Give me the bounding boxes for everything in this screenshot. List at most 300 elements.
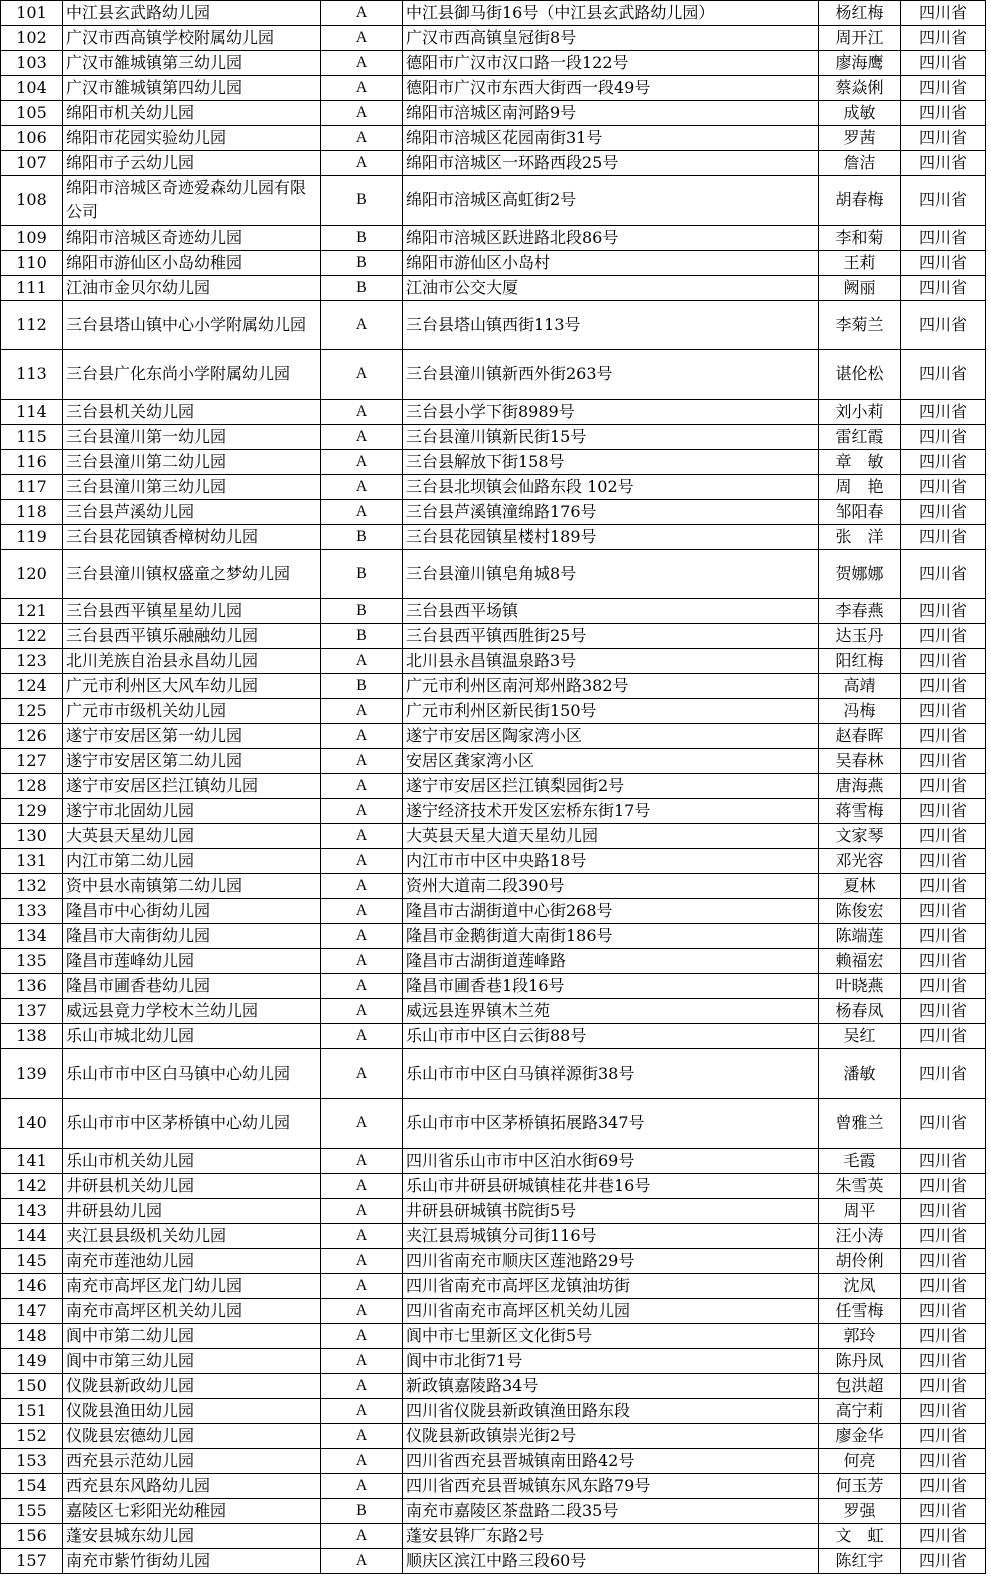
grade-cell: A [321,724,403,749]
grade-cell: A [321,1248,403,1273]
contact-person-cell: 沈凤 [819,1273,901,1298]
table-row [1,275,986,300]
address-cell: 乐山市市中区白马镇祥源街38号 [403,1049,819,1099]
table-row [1,176,986,226]
kindergarten-name-cell: 中江县玄武路幼儿园 [63,1,321,26]
row-number-cell: 122 [1,624,63,649]
contact-person-cell: 何亮 [819,1448,901,1473]
contact-person-cell: 陈俊宏 [819,899,901,924]
province-cell: 四川省 [901,176,986,226]
province-cell: 四川省 [901,999,986,1024]
table-row [1,749,986,774]
table-row [1,624,986,649]
address-cell: 仪陇县新政镇崇光街2号 [403,1423,819,1448]
grade-cell: B [321,250,403,275]
address-cell: 四川省南充市高坪区机关幼儿园 [403,1298,819,1323]
table-row [1,999,986,1024]
row-number-cell: 102 [1,26,63,51]
grade-cell: A [321,924,403,949]
province-cell: 四川省 [901,599,986,624]
province-cell: 四川省 [901,1148,986,1173]
province-cell: 四川省 [901,1448,986,1473]
kindergarten-name-cell: 西充县东风路幼儿园 [63,1473,321,1498]
province-cell: 四川省 [901,399,986,424]
address-cell: 德阳市广汉市东西大街西一段49号 [403,76,819,101]
contact-person-cell: 贺娜娜 [819,549,901,599]
contact-person-cell: 高靖 [819,674,901,699]
province-cell: 四川省 [901,1024,986,1049]
contact-person-cell: 吴红 [819,1024,901,1049]
kindergarten-name-cell: 嘉陵区七彩阳光幼稚园 [63,1498,321,1523]
row-number-cell: 151 [1,1398,63,1423]
grade-cell: A [321,1548,403,1573]
kindergarten-name-cell: 夹江县县级机关幼儿园 [63,1223,321,1248]
province-cell: 四川省 [901,300,986,350]
table-row [1,974,986,999]
address-cell: 阆中市七里新区文化街5号 [403,1323,819,1348]
contact-person-cell: 章 敏 [819,449,901,474]
grade-cell: A [321,1323,403,1348]
province-cell: 四川省 [901,624,986,649]
contact-person-cell: 周平 [819,1198,901,1223]
row-number-cell: 121 [1,599,63,624]
address-cell: 大英县天星大道天星幼儿园 [403,824,819,849]
row-number-cell: 125 [1,699,63,724]
contact-person-cell: 何玉芳 [819,1473,901,1498]
contact-person-cell: 夏林 [819,874,901,899]
row-number-cell: 107 [1,151,63,176]
contact-person-cell: 赵春晖 [819,724,901,749]
grade-cell: A [321,999,403,1024]
row-number-cell: 150 [1,1373,63,1398]
row-number-cell: 105 [1,101,63,126]
province-cell: 四川省 [901,874,986,899]
province-cell: 四川省 [901,424,986,449]
table-row [1,300,986,350]
grade-cell: A [321,974,403,999]
province-cell: 四川省 [901,1198,986,1223]
contact-person-cell: 叶晓燕 [819,974,901,999]
province-cell: 四川省 [901,1173,986,1198]
row-number-cell: 145 [1,1248,63,1273]
kindergarten-name-cell: 广元市市级机关幼儿园 [63,699,321,724]
table-row [1,350,986,400]
grade-cell: A [321,1473,403,1498]
grade-cell: A [321,300,403,350]
province-cell: 四川省 [901,449,986,474]
kindergarten-name-cell: 内江市第二幼儿园 [63,849,321,874]
table-row [1,101,986,126]
row-number-cell: 156 [1,1523,63,1548]
kindergarten-name-cell: 隆昌市中心街幼儿园 [63,899,321,924]
province-cell: 四川省 [901,799,986,824]
table-row [1,874,986,899]
province-cell: 四川省 [901,499,986,524]
address-cell: 阆中市北街71号 [403,1348,819,1373]
address-cell: 四川省西充县晋城镇东风东路79号 [403,1473,819,1498]
province-cell: 四川省 [901,1348,986,1373]
grade-cell: A [321,849,403,874]
row-number-cell: 152 [1,1423,63,1448]
contact-person-cell: 任雪梅 [819,1298,901,1323]
table-row [1,1298,986,1323]
province-cell: 四川省 [901,1523,986,1548]
table-row [1,1473,986,1498]
grade-cell: B [321,225,403,250]
table-row [1,26,986,51]
kindergarten-name-cell: 资中县水南镇第二幼儿园 [63,874,321,899]
address-cell: 三台县北坝镇会仙路东段 102号 [403,474,819,499]
province-cell: 四川省 [901,724,986,749]
table-row [1,499,986,524]
kindergarten-name-cell: 三台县潼川第一幼儿园 [63,424,321,449]
province-cell: 四川省 [901,51,986,76]
row-number-cell: 149 [1,1348,63,1373]
row-number-cell: 132 [1,874,63,899]
table-body [1,1,986,1574]
row-number-cell: 128 [1,774,63,799]
province-cell: 四川省 [901,649,986,674]
kindergarten-name-cell: 阆中市第三幼儿园 [63,1348,321,1373]
address-cell: 乐山市市中区白云街88号 [403,1024,819,1049]
address-cell: 绵阳市涪城区高虹街2号 [403,176,819,226]
row-number-cell: 155 [1,1498,63,1523]
kindergarten-name-cell: 三台县潼川第二幼儿园 [63,449,321,474]
grade-cell: A [321,749,403,774]
province-cell: 四川省 [901,1548,986,1573]
row-number-cell: 116 [1,449,63,474]
province-cell: 四川省 [901,1498,986,1523]
table-row [1,1348,986,1373]
contact-person-cell: 冯梅 [819,699,901,724]
province-cell: 四川省 [901,774,986,799]
grade-cell: B [321,624,403,649]
kindergarten-name-cell: 绵阳市涪城区奇迹幼儿园 [63,225,321,250]
contact-person-cell: 曾雅兰 [819,1098,901,1148]
row-number-cell: 127 [1,749,63,774]
contact-person-cell: 雷红霞 [819,424,901,449]
grade-cell: B [321,1498,403,1523]
row-number-cell: 130 [1,824,63,849]
province-cell: 四川省 [901,1,986,26]
address-cell: 三台县花园镇星楼村189号 [403,524,819,549]
contact-person-cell: 胡伶俐 [819,1248,901,1273]
table-row [1,1223,986,1248]
table-row [1,674,986,699]
table-row [1,1273,986,1298]
province-cell: 四川省 [901,126,986,151]
address-cell: 广元市利州区南河郑州路382号 [403,674,819,699]
province-cell: 四川省 [901,1373,986,1398]
row-number-cell: 124 [1,674,63,699]
row-number-cell: 109 [1,225,63,250]
table-row [1,449,986,474]
address-cell: 四川省南充市顺庆区莲池路29号 [403,1248,819,1273]
address-cell: 隆昌市圃香巷1段16号 [403,974,819,999]
address-cell: 井研县研城镇书院街5号 [403,1198,819,1223]
table-row [1,549,986,599]
row-number-cell: 114 [1,399,63,424]
contact-person-cell: 杨红梅 [819,1,901,26]
province-cell: 四川省 [901,1049,986,1099]
grade-cell: A [321,899,403,924]
contact-person-cell: 高宁莉 [819,1398,901,1423]
address-cell: 德阳市广汉市汉口路一段122号 [403,51,819,76]
kindergarten-name-cell: 三台县芦溪幼儿园 [63,499,321,524]
grade-cell: A [321,774,403,799]
address-cell: 三台县小学下街8989号 [403,399,819,424]
kindergarten-name-cell: 南充市高坪区机关幼儿园 [63,1298,321,1323]
kindergarten-name-cell: 隆昌市大南街幼儿园 [63,924,321,949]
kindergarten-name-cell: 威远县竟力学校木兰幼儿园 [63,999,321,1024]
kindergarten-name-cell: 大英县天星幼儿园 [63,824,321,849]
kindergarten-name-cell: 蓬安县城东幼儿园 [63,1523,321,1548]
table-row [1,1173,986,1198]
row-number-cell: 133 [1,899,63,924]
address-cell: 绵阳市涪城区一环路西段25号 [403,151,819,176]
province-cell: 四川省 [901,699,986,724]
table-row [1,1398,986,1423]
contact-person-cell: 成敏 [819,101,901,126]
contact-person-cell: 潘敏 [819,1049,901,1099]
contact-person-cell: 杨春凤 [819,999,901,1024]
grade-cell: A [321,1049,403,1099]
contact-person-cell: 包洪超 [819,1373,901,1398]
grade-cell: A [321,649,403,674]
grade-cell: B [321,549,403,599]
grade-cell: A [321,424,403,449]
contact-person-cell: 汪小涛 [819,1223,901,1248]
row-number-cell: 137 [1,999,63,1024]
address-cell: 广汉市西高镇皇冠街8号 [403,26,819,51]
address-cell: 三台县潼川镇新民街15号 [403,424,819,449]
table-row [1,474,986,499]
grade-cell: A [321,51,403,76]
row-number-cell: 126 [1,724,63,749]
row-number-cell: 111 [1,275,63,300]
contact-person-cell: 文 虹 [819,1523,901,1548]
province-cell: 四川省 [901,76,986,101]
address-cell: 四川省乐山市市中区泊水街69号 [403,1148,819,1173]
table-row [1,1373,986,1398]
kindergarten-name-cell: 乐山市城北幼儿园 [63,1024,321,1049]
grade-cell: A [321,151,403,176]
contact-person-cell: 唐海燕 [819,774,901,799]
row-number-cell: 146 [1,1273,63,1298]
province-cell: 四川省 [901,1323,986,1348]
grade-cell: A [321,1198,403,1223]
grade-cell: A [321,101,403,126]
row-number-cell: 110 [1,250,63,275]
contact-person-cell: 达玉丹 [819,624,901,649]
contact-person-cell: 文家琴 [819,824,901,849]
grade-cell: A [321,26,403,51]
table-row [1,399,986,424]
address-cell: 北川县永昌镇温泉路3号 [403,649,819,674]
table-row [1,250,986,275]
kindergarten-name-cell: 遂宁市安居区拦江镇幼儿园 [63,774,321,799]
address-cell: 安居区龚家湾小区 [403,749,819,774]
address-cell: 威远县连界镇木兰苑 [403,999,819,1024]
grade-cell: A [321,1423,403,1448]
row-number-cell: 147 [1,1298,63,1323]
address-cell: 乐山市井研县研城镇桂花井巷16号 [403,1173,819,1198]
row-number-cell: 101 [1,1,63,26]
address-cell: 南充市嘉陵区茶盘路二段35号 [403,1498,819,1523]
row-number-cell: 112 [1,300,63,350]
province-cell: 四川省 [901,474,986,499]
address-cell: 三台县解放下街158号 [403,449,819,474]
table-row [1,724,986,749]
province-cell: 四川省 [901,849,986,874]
province-cell: 四川省 [901,350,986,400]
contact-person-cell: 王莉 [819,250,901,275]
table-row [1,1523,986,1548]
table-row [1,899,986,924]
kindergarten-name-cell: 绵阳市游仙区小岛幼稚园 [63,250,321,275]
table-row [1,524,986,549]
row-number-cell: 104 [1,76,63,101]
address-cell: 四川省西充县晋城镇南田路42号 [403,1448,819,1473]
kindergarten-name-cell: 绵阳市涪城区奇迹爱森幼儿园有限公司 [63,176,321,226]
grade-cell: A [321,474,403,499]
row-number-cell: 103 [1,51,63,76]
province-cell: 四川省 [901,824,986,849]
table-row [1,151,986,176]
contact-person-cell: 周开江 [819,26,901,51]
grade-cell: A [321,449,403,474]
grade-cell: A [321,1,403,26]
grade-cell: A [321,949,403,974]
row-number-cell: 115 [1,424,63,449]
province-cell: 四川省 [901,949,986,974]
row-number-cell: 138 [1,1024,63,1049]
contact-person-cell: 阙丽 [819,275,901,300]
contact-person-cell: 邓光容 [819,849,901,874]
contact-person-cell: 罗茜 [819,126,901,151]
contact-person-cell: 蔡焱俐 [819,76,901,101]
contact-person-cell: 罗强 [819,1498,901,1523]
table-row [1,1448,986,1473]
table-row [1,599,986,624]
kindergarten-name-cell: 隆昌市莲峰幼儿园 [63,949,321,974]
kindergarten-name-cell: 广汉市西高镇学校附属幼儿园 [63,26,321,51]
row-number-cell: 135 [1,949,63,974]
kindergarten-name-cell: 三台县广化东尚小学附属幼儿园 [63,350,321,400]
address-cell: 蓬安县铧厂东路2号 [403,1523,819,1548]
address-cell: 三台县西平镇西胜街25号 [403,624,819,649]
province-cell: 四川省 [901,1223,986,1248]
row-number-cell: 142 [1,1173,63,1198]
row-number-cell: 139 [1,1049,63,1099]
row-number-cell: 119 [1,524,63,549]
grade-cell: A [321,1098,403,1148]
grade-cell: B [321,176,403,226]
province-cell: 四川省 [901,549,986,599]
row-number-cell: 144 [1,1223,63,1248]
table-row [1,1323,986,1348]
kindergarten-name-cell: 广元市利州区大风车幼儿园 [63,674,321,699]
address-cell: 四川省仪陇县新政镇渔田路东段 [403,1398,819,1423]
province-cell: 四川省 [901,974,986,999]
row-number-cell: 117 [1,474,63,499]
province-cell: 四川省 [901,674,986,699]
kindergarten-name-cell: 隆昌市圃香巷幼儿园 [63,974,321,999]
address-cell: 隆昌市金鹅街道大南街186号 [403,924,819,949]
grade-cell: A [321,350,403,400]
kindergarten-name-cell: 三台县机关幼儿园 [63,399,321,424]
table-row [1,1148,986,1173]
kindergarten-name-cell: 乐山市市中区茅桥镇中心幼儿园 [63,1098,321,1148]
province-cell: 四川省 [901,26,986,51]
kindergarten-name-cell: 广汉市雒城镇第三幼儿园 [63,51,321,76]
contact-person-cell: 刘小莉 [819,399,901,424]
kindergarten-name-cell: 三台县西平镇星星幼儿园 [63,599,321,624]
contact-person-cell: 吴春林 [819,749,901,774]
province-cell: 四川省 [901,1248,986,1273]
province-cell: 四川省 [901,1398,986,1423]
grade-cell: A [321,1448,403,1473]
contact-person-cell: 郭玲 [819,1323,901,1348]
address-cell: 绵阳市涪城区南河路9号 [403,101,819,126]
address-cell: 绵阳市游仙区小岛村 [403,250,819,275]
row-number-cell: 113 [1,350,63,400]
kindergarten-name-cell: 遂宁市安居区第一幼儿园 [63,724,321,749]
row-number-cell: 153 [1,1448,63,1473]
row-number-cell: 141 [1,1148,63,1173]
row-number-cell: 157 [1,1548,63,1573]
row-number-cell: 134 [1,924,63,949]
province-cell: 四川省 [901,924,986,949]
address-cell: 夹江县焉城镇分司街116号 [403,1223,819,1248]
grade-cell: A [321,1373,403,1398]
province-cell: 四川省 [901,250,986,275]
contact-person-cell: 李春燕 [819,599,901,624]
kindergarten-name-cell: 南充市高坪区龙门幼儿园 [63,1273,321,1298]
address-cell: 内江市市中区中央路18号 [403,849,819,874]
kindergarten-name-cell: 井研县幼儿园 [63,1198,321,1223]
address-cell: 顺庆区滨江中路三段60号 [403,1548,819,1573]
province-cell: 四川省 [901,1098,986,1148]
table-row [1,1049,986,1099]
kindergarten-name-cell: 遂宁市北固幼儿园 [63,799,321,824]
table-row [1,1423,986,1448]
contact-person-cell: 胡春梅 [819,176,901,226]
contact-person-cell: 廖金华 [819,1423,901,1448]
kindergarten-name-cell: 井研县机关幼儿园 [63,1173,321,1198]
row-number-cell: 140 [1,1098,63,1148]
table-row [1,774,986,799]
address-cell: 新政镇嘉陵路34号 [403,1373,819,1398]
contact-person-cell: 李菊兰 [819,300,901,350]
row-number-cell: 120 [1,549,63,599]
province-cell: 四川省 [901,1273,986,1298]
grade-cell: A [321,1523,403,1548]
address-cell: 隆昌市古湖街道莲峰路 [403,949,819,974]
table-row [1,924,986,949]
grade-cell: B [321,674,403,699]
contact-person-cell: 陈端莲 [819,924,901,949]
table-row [1,76,986,101]
address-cell: 江油市公交大厦 [403,275,819,300]
province-cell: 四川省 [901,1423,986,1448]
grade-cell: A [321,1024,403,1049]
table-row [1,849,986,874]
grade-cell: B [321,599,403,624]
table-row [1,1098,986,1148]
address-cell: 三台县西平场镇 [403,599,819,624]
grade-cell: A [321,874,403,899]
